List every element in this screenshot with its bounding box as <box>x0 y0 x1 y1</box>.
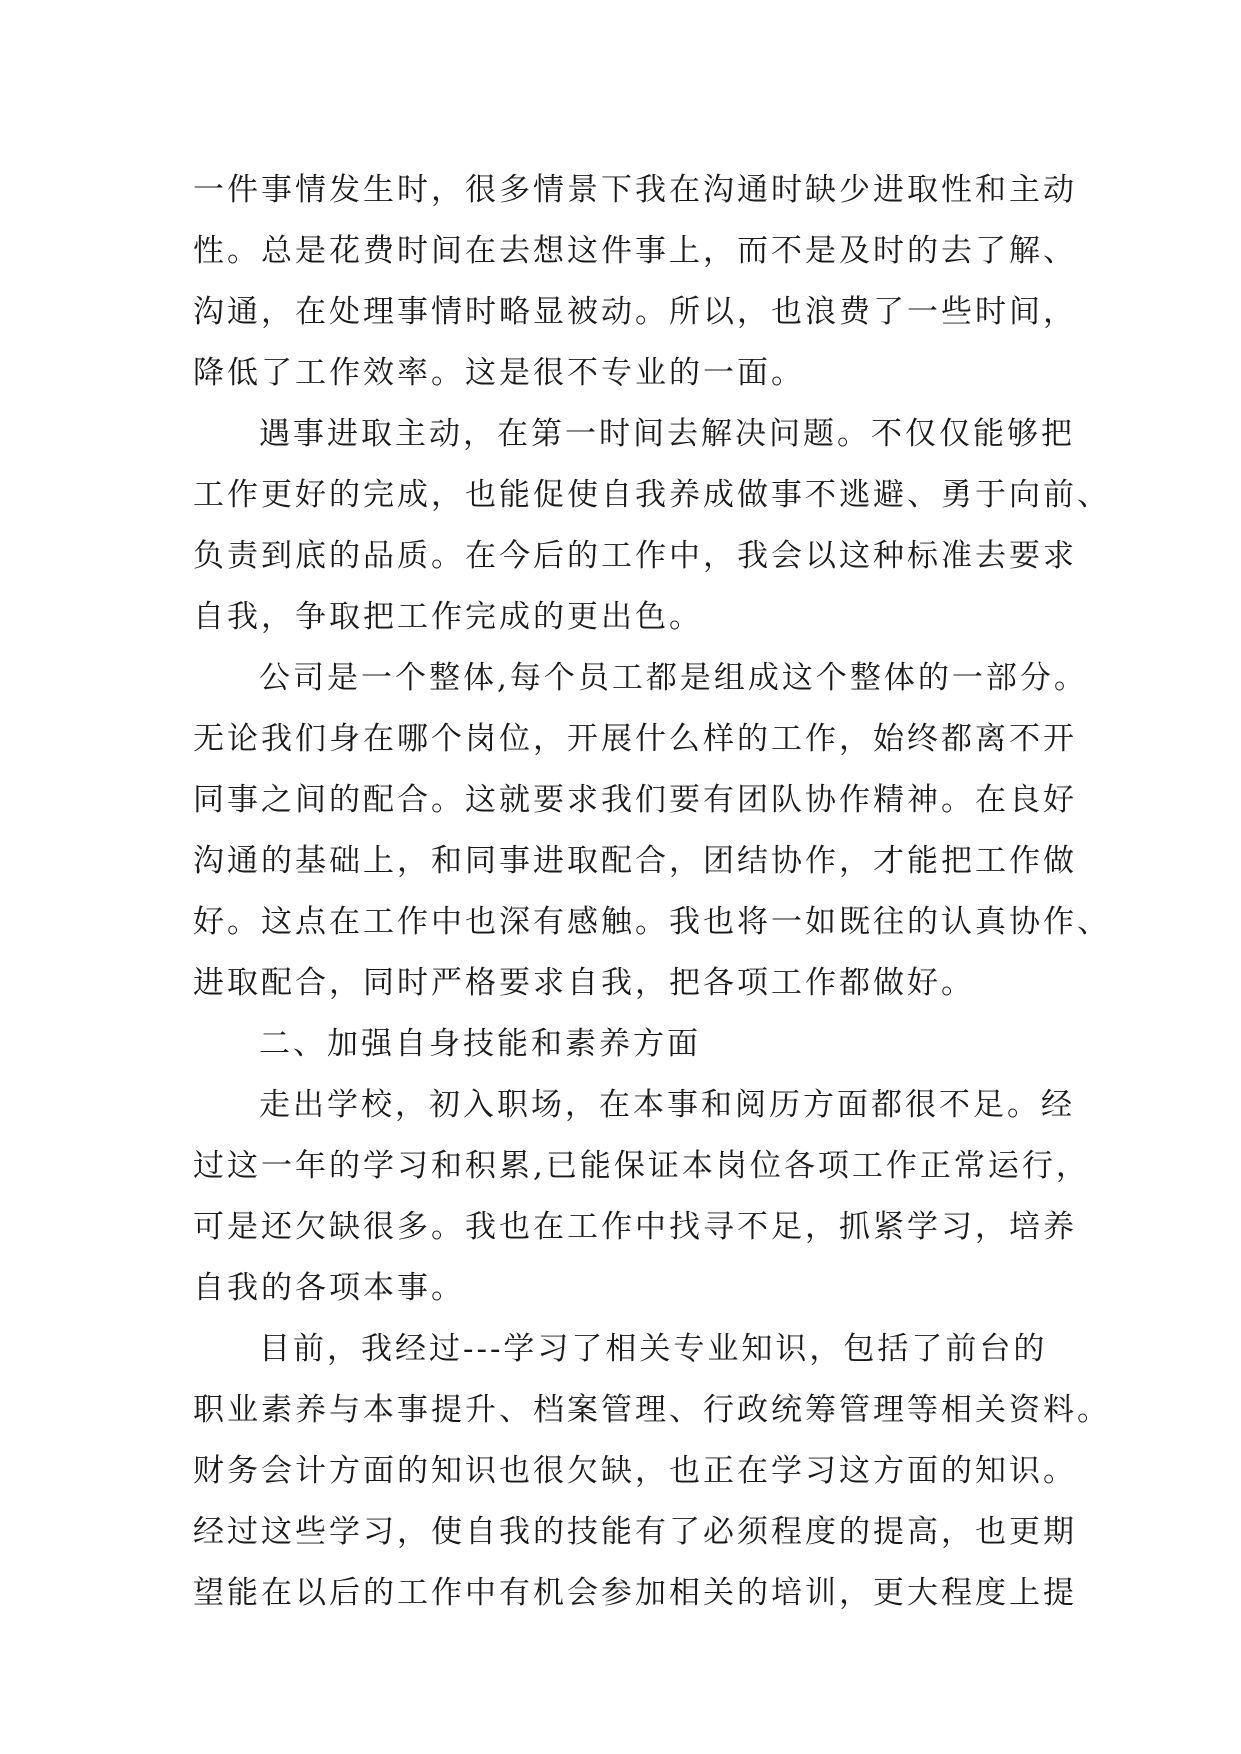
text-line: 一件事情发生时，很多情景下我在沟通时缺少进取性和主动 <box>193 172 1077 208</box>
paragraph-first-line: 走出学校，初入职场，在本事和阅历方面都很不足。经 <box>259 1087 1075 1123</box>
text-line: 性。总是花费时间在去想这件事上，而不是及时的去了解、 <box>193 233 1077 269</box>
text-line: 工作更好的完成，也能促使自我养成做事不逃避、勇于向前、 <box>193 477 1111 513</box>
text-line: 无论我们身在哪个岗位，开展什么样的工作，始终都离不开 <box>193 721 1077 757</box>
text-line: 经过这些学习，使自我的技能有了必须程度的提高，也更期 <box>193 1514 1077 1550</box>
text-line: 进取配合，同时严格要求自我，把各项工作都做好。 <box>193 965 975 1001</box>
text-line: 降低了工作效率。这是很不专业的一面。 <box>193 355 805 391</box>
text-line: 财务会计方面的知识也很欠缺，也正在学习这方面的知识。 <box>193 1453 1077 1489</box>
text-line: 好。这点在工作中也深有感触。我也将一如既往的认真协作、 <box>193 904 1111 940</box>
section-heading: 二、加强自身技能和素养方面 <box>259 1026 701 1062</box>
text-line: 自我，争取把工作完成的更出色。 <box>193 599 703 635</box>
text-line: 可是还欠缺很多。我也在工作中找寻不足，抓紧学习，培养 <box>193 1209 1077 1245</box>
text-line: 望能在以后的工作中有机会参加相关的培训，更大程度上提 <box>193 1575 1077 1611</box>
text-line: 同事之间的配合。这就要求我们要有团队协作精神。在良好 <box>193 782 1077 818</box>
paragraph-first-line: 遇事进取主动，在第一时间去解决问题。不仅仅能够把 <box>259 416 1075 452</box>
text-line: 负责到底的品质。在今后的工作中，我会以这种标准去要求 <box>193 538 1077 574</box>
text-line: 沟通，在处理事情时略显被动。所以，也浪费了一些时间， <box>193 294 1077 330</box>
text-line: 沟通的基础上，和同事进取配合，团结协作，才能把工作做 <box>193 843 1077 879</box>
paragraph-first-line: 公司是一个整体,每个员工都是组成这个整体的一部分。 <box>259 660 1088 696</box>
text-line: 职业素养与本事提升、档案管理、行政统筹管理等相关资料。 <box>193 1392 1111 1428</box>
paragraph-first-line: 目前，我经过---学习了相关专业知识，包括了前台的 <box>259 1331 1048 1367</box>
text-line: 自我的各项本事。 <box>193 1270 465 1306</box>
text-line: 过这一年的学习和积累,已能保证本岗位各项工作正常运行， <box>193 1148 1090 1184</box>
body-text <box>193 160 1111 1624</box>
